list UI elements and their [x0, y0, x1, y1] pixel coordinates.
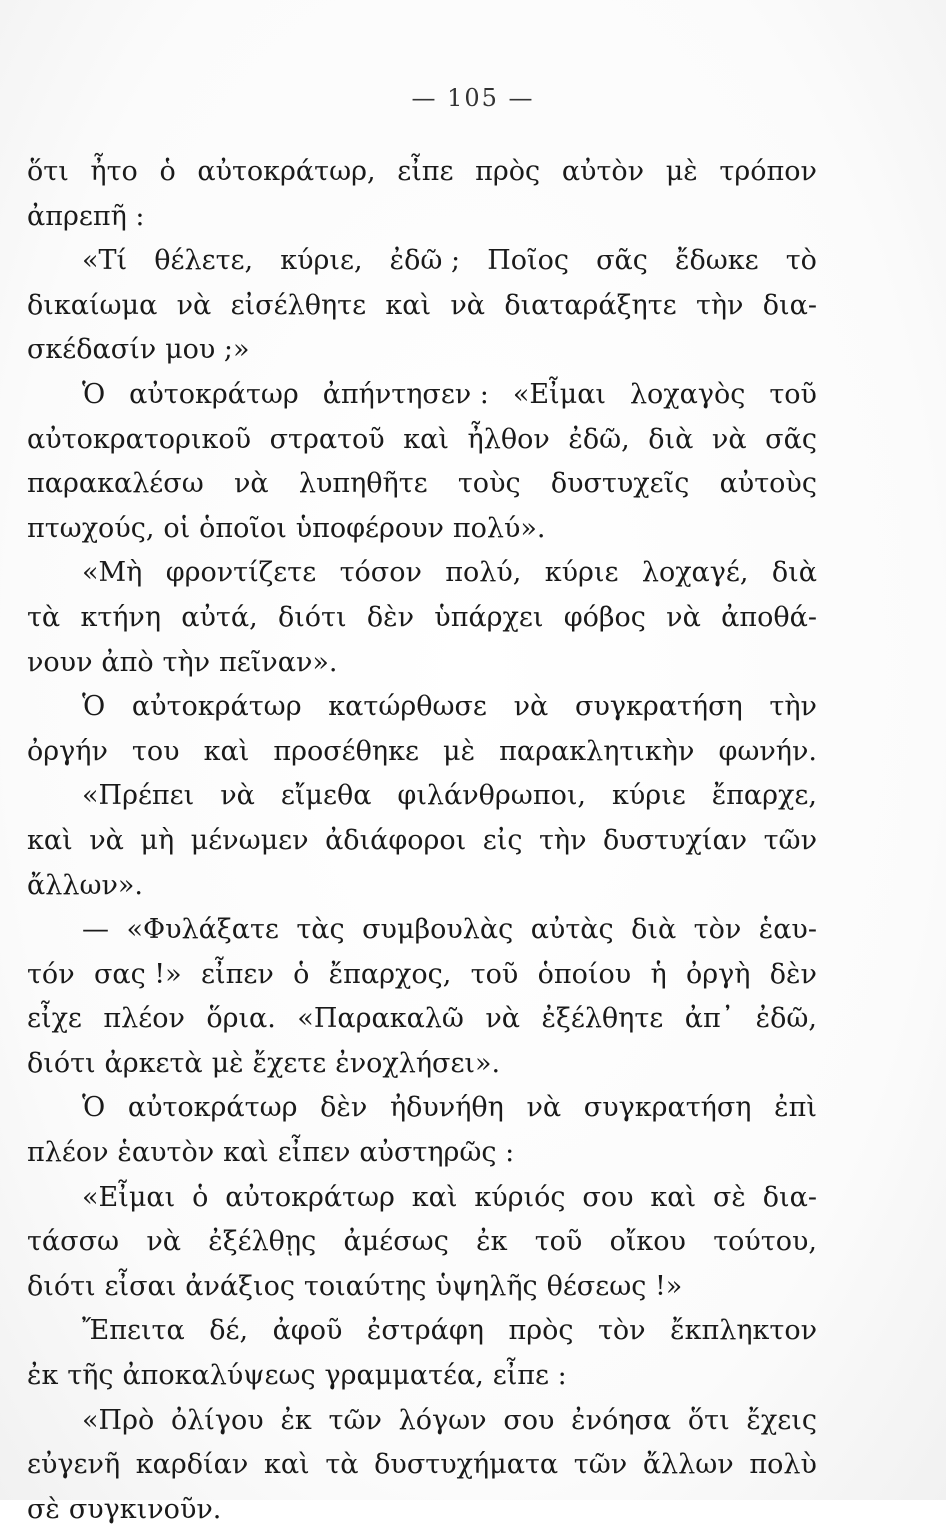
word: διὰ — [648, 423, 694, 455]
word: καὶ — [411, 1181, 458, 1213]
word: ἦλθον — [467, 423, 550, 455]
word: τῶν — [763, 824, 817, 856]
word: καὶ — [263, 1449, 310, 1481]
text-line — [27, 908, 817, 953]
word: μου ;» — [165, 334, 250, 366]
text-line — [27, 864, 817, 909]
word: πρὸς — [508, 1315, 574, 1347]
text-line — [27, 819, 817, 864]
word: ἔπαρχος, — [328, 958, 452, 990]
word: αὐτοκράτωρ — [225, 1181, 395, 1213]
word: δὲν — [320, 1092, 368, 1124]
text-line — [27, 953, 817, 998]
word: ὑψηλῆς — [435, 1270, 538, 1302]
word: δέ, — [209, 1315, 249, 1347]
word: οἱ — [163, 512, 191, 544]
word: τὸ — [785, 245, 817, 277]
word: κατώρθωσε — [328, 691, 487, 723]
word: ἄλλων — [642, 1449, 734, 1481]
word: «Μὴ — [82, 557, 143, 589]
word: ἐξέλθητε — [541, 1003, 664, 1035]
word: φωνήν. — [718, 735, 817, 767]
word: νὰ — [513, 691, 549, 723]
word: νὰ — [711, 423, 747, 455]
word: πολὺ — [749, 1449, 817, 1481]
word: καὶ — [203, 735, 250, 767]
word: αὐτοὺς — [719, 468, 817, 500]
word: διότι — [277, 601, 347, 633]
word: γραμματέα, — [324, 1360, 484, 1392]
word: μένωμεν — [190, 824, 309, 856]
text-line — [27, 1086, 817, 1131]
word: αὐτοκράτωρ — [131, 691, 302, 723]
word: ὁποίου — [537, 958, 632, 990]
word: ἀποθά- — [721, 601, 817, 633]
word: αὐτὰς — [530, 914, 614, 946]
text-line — [27, 1176, 817, 1221]
word: ἐστράφη — [366, 1315, 484, 1347]
word: κύριε — [544, 557, 619, 589]
word: ἀπήντησεν : — [322, 378, 489, 410]
word: τὰ — [325, 1449, 359, 1481]
word: οἴκου — [609, 1226, 686, 1258]
word: τοὺς — [457, 468, 521, 500]
word: νουν — [27, 646, 93, 678]
text-line — [27, 373, 817, 418]
word: εἰσέλθητε — [230, 289, 367, 321]
word: ὅρια. — [206, 1003, 276, 1035]
word: προσέθηκε — [273, 735, 419, 767]
word: νὰ — [89, 824, 124, 856]
word: δια- — [762, 289, 817, 321]
word: συγκινοῦν. — [68, 1493, 222, 1525]
body-text — [27, 150, 817, 1532]
word: τόν — [27, 958, 75, 990]
word: δυστυχήματα — [374, 1449, 559, 1481]
word: ἐνόησα — [571, 1404, 672, 1436]
word: νὰ — [450, 289, 486, 321]
word: παρακαλέσω — [27, 468, 204, 500]
word: τοῦ — [470, 958, 519, 990]
word: Ὁ — [82, 691, 106, 723]
word: κύριε — [611, 780, 686, 812]
word: πτωχούς, — [27, 512, 155, 544]
word: διότι — [27, 1047, 96, 1079]
word: Ἔπειτα — [82, 1315, 185, 1347]
word: ἀνάξιος — [185, 1270, 295, 1302]
word: δὲν — [366, 601, 415, 633]
word: καὶ — [223, 1137, 269, 1169]
word: εὐγενῆ — [27, 1449, 121, 1481]
text-line — [27, 1131, 817, 1176]
word: ἀδιάφοροι — [325, 824, 467, 856]
word: «Παρακαλῶ — [297, 1003, 464, 1035]
word: φιλάνθρωποι, — [397, 780, 586, 812]
word: εἴμεθα — [280, 780, 372, 812]
word: μὲ — [443, 735, 476, 767]
word: πολύ, — [445, 557, 522, 589]
word: διαταράξητε — [504, 289, 677, 321]
word: ἔχεις — [746, 1404, 817, 1436]
word: τοῦ — [534, 1226, 583, 1258]
word: ἑαυ- — [758, 914, 817, 946]
text-line — [27, 997, 817, 1042]
word: λοχαγὸς — [629, 378, 746, 410]
word: τούτου, — [713, 1226, 817, 1258]
word: ἄλλων». — [27, 869, 143, 901]
word: σὲ — [27, 1493, 60, 1525]
word: καὶ — [403, 423, 449, 455]
word: ἔκπληκτον — [670, 1315, 817, 1347]
text-line — [27, 1265, 817, 1310]
word: τὴν — [695, 289, 744, 321]
word: λόγων — [398, 1404, 487, 1436]
text-line — [27, 1042, 817, 1087]
word: κύριός — [474, 1181, 566, 1213]
word: τῆς — [67, 1360, 114, 1392]
word: «Εἶμαι — [512, 378, 607, 410]
word: τῶν — [328, 1404, 382, 1436]
word: σὲ — [712, 1181, 746, 1213]
text-line — [27, 284, 817, 329]
word: τοιαύτης — [303, 1270, 427, 1302]
word: αὐτὸν — [561, 156, 645, 187]
text-line — [27, 774, 817, 819]
word: ἐνοχλήσει». — [335, 1047, 501, 1079]
word: τὰς — [296, 914, 345, 946]
word: σας !» — [93, 958, 182, 990]
word: τῶν — [573, 1449, 628, 1481]
word: του — [131, 735, 180, 767]
word: εἶπεν — [201, 958, 274, 990]
word: τὸν — [597, 1315, 646, 1347]
word: αὐτοκράτωρ — [129, 378, 299, 410]
text-line — [27, 1399, 817, 1444]
word: — — [82, 914, 109, 946]
word: πεῖναν». — [218, 646, 338, 678]
word: στρατοῦ — [269, 423, 385, 455]
word: ἔχετε — [252, 1047, 327, 1079]
word: φροντίζετε — [165, 557, 317, 589]
word: ἀρκετὰ — [104, 1047, 203, 1079]
word: δὲν — [769, 958, 817, 990]
text-line — [27, 641, 817, 686]
word: ἠδυνήθη — [389, 1092, 504, 1124]
word: ὅτι — [27, 156, 69, 187]
word: ἐδῶ, — [568, 423, 630, 455]
word: εἶπεν — [277, 1137, 351, 1169]
word: ἀπὸ — [101, 646, 154, 678]
word: τόσον — [339, 557, 422, 589]
word: θέσεως !» — [546, 1270, 683, 1302]
word: μὲ — [665, 156, 698, 187]
word: σκέδασίν — [27, 334, 157, 366]
word: ἦτο — [90, 156, 138, 187]
word: δυστυχίαν — [603, 824, 748, 856]
word: νὰ — [146, 1226, 181, 1258]
word: αὐτοκράτωρ — [127, 1092, 298, 1124]
word: μὲ — [211, 1047, 244, 1079]
word: τὸν — [693, 914, 742, 946]
word: τρόπον — [719, 156, 817, 187]
word: εἶπε — [397, 156, 454, 187]
word: τὴν — [539, 824, 587, 856]
word: εἶσαι — [104, 1270, 177, 1302]
text-line — [27, 462, 817, 507]
word: καὶ — [650, 1181, 697, 1213]
word: συγκρατήση — [575, 691, 743, 723]
word: αὐτά, — [181, 601, 258, 633]
word: ἐδῶ ; — [389, 245, 461, 277]
word: αὐτοκράτωρ, — [197, 156, 376, 187]
word: εἶχε — [27, 1003, 82, 1035]
word: εἰς — [482, 824, 523, 856]
word: ἐπὶ — [774, 1092, 817, 1124]
word: δια- — [762, 1181, 817, 1213]
word: ἐκ — [476, 1226, 508, 1258]
text-line — [27, 1220, 817, 1265]
word: «Τί — [82, 245, 128, 277]
word: διὰ — [631, 914, 677, 946]
word: αὐστηρῶς : — [359, 1137, 515, 1169]
word: λοχαγέ, — [641, 557, 749, 589]
text-line — [27, 150, 817, 195]
word: κύριε, — [280, 245, 363, 277]
text-line — [27, 418, 817, 463]
word: φόβος — [563, 601, 646, 633]
word: Ὁ — [82, 378, 106, 410]
text-line — [27, 730, 817, 775]
word: ἀμέσως — [343, 1226, 449, 1258]
word: διὰ — [771, 557, 817, 589]
word: κτήνη — [80, 601, 162, 633]
text-line — [27, 551, 817, 596]
word: ἀφοῦ — [272, 1315, 343, 1347]
word: ὁ — [159, 156, 176, 187]
text-line — [27, 507, 817, 552]
word: νὰ — [176, 289, 212, 321]
word: θέλετε, — [154, 245, 254, 277]
text-line — [27, 596, 817, 641]
text-line — [27, 1354, 817, 1399]
word: δυστυχεῖς — [550, 468, 690, 500]
word: ἐκ — [27, 1360, 59, 1392]
word: ἐκ — [280, 1404, 312, 1436]
word: ὀργὴ — [685, 958, 751, 990]
word: ὑπάρχει — [434, 601, 544, 633]
word: μὴ — [140, 824, 175, 856]
word: σᾶς — [765, 423, 817, 455]
word: τάσσω — [27, 1226, 120, 1258]
text-line — [27, 685, 817, 730]
word: ὀργήν — [27, 735, 108, 767]
word: Ποῖος — [487, 245, 569, 277]
word: τὰ — [27, 601, 61, 633]
word: ἐξέλθῃς — [208, 1226, 317, 1258]
word: ἐδῶ, — [755, 1003, 817, 1035]
word: «Πρέπει — [82, 780, 195, 812]
word: νὰ — [220, 780, 255, 812]
word: τὴν — [162, 646, 211, 678]
word: τὴν — [769, 691, 817, 723]
word: αὐτοκρατορικοῦ — [27, 423, 252, 455]
word: ἔδωκε — [674, 245, 759, 277]
word: ἀποκαλύψεως — [122, 1360, 316, 1392]
word: πλέον — [103, 1003, 185, 1035]
word: διότι — [27, 1270, 96, 1302]
word: λυπηθῆτε — [298, 468, 428, 500]
word: νὰ — [485, 1003, 521, 1035]
word: Ὁ — [82, 1092, 106, 1124]
word: νὰ — [233, 468, 269, 500]
word: ἔπαρχε, — [711, 780, 817, 812]
word: καρδίαν — [135, 1449, 249, 1481]
word: συγκρατήση — [583, 1092, 752, 1124]
word: «Εἶμαι — [82, 1181, 176, 1213]
word: τοῦ — [769, 378, 817, 410]
word: ὁ — [293, 958, 310, 990]
word: καὶ — [27, 824, 73, 856]
word: ἡ — [650, 958, 667, 990]
text-line — [27, 1443, 817, 1488]
word: «Πρὸ — [82, 1404, 155, 1436]
word: σου — [503, 1404, 555, 1436]
word: πρὸς — [475, 156, 541, 187]
word: παρακλητικὴν — [499, 735, 695, 767]
word: ὁ — [192, 1181, 209, 1213]
word: σᾶς — [596, 245, 648, 277]
word: ἀπ᾽ — [684, 1003, 735, 1035]
word: σου — [582, 1181, 634, 1213]
text-line — [27, 195, 817, 240]
page-number: — 105 — — [411, 84, 535, 112]
word: ὁποῖοι — [199, 512, 287, 544]
word: νὰ — [666, 601, 701, 633]
word: πολύ». — [452, 512, 546, 544]
word: δικαίωμα — [27, 289, 158, 321]
text-line — [27, 239, 817, 284]
word: «Φυλάξατε — [126, 914, 279, 946]
word: ὑποφέρουν — [295, 512, 444, 544]
text-line — [27, 1488, 817, 1532]
word: ὀλίγου — [170, 1404, 264, 1436]
text-line — [27, 1309, 817, 1354]
word: καὶ — [385, 289, 432, 321]
word: ἑαυτὸν — [117, 1137, 215, 1169]
word: πλέον — [27, 1137, 109, 1169]
word: νὰ — [526, 1092, 562, 1124]
word: ἀπρεπῆ : — [27, 200, 145, 232]
word: ὅτι — [687, 1404, 730, 1436]
text-line — [27, 328, 817, 373]
word: συμβουλὰς — [362, 914, 514, 946]
word: εἶπε : — [492, 1360, 567, 1392]
